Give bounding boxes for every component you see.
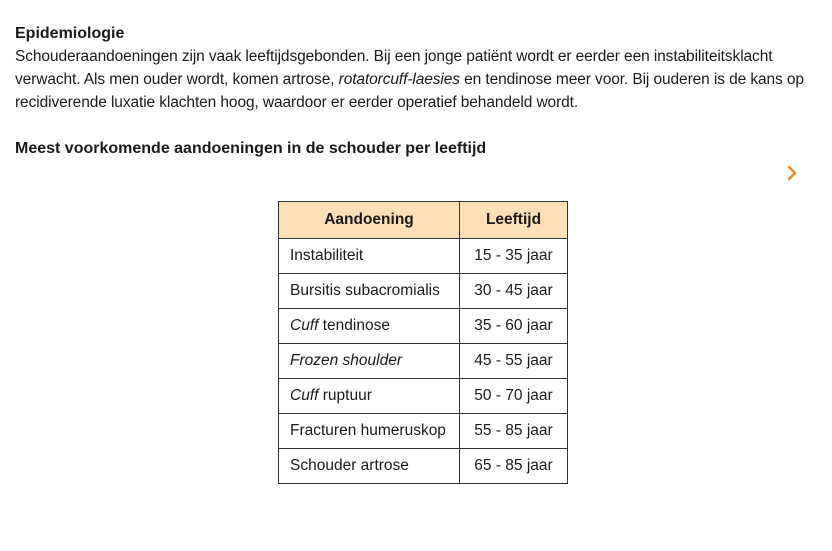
condition-cell xyxy=(279,344,460,379)
age-conditions-table xyxy=(278,201,568,484)
table-row xyxy=(279,344,568,379)
next-button[interactable] xyxy=(783,160,801,184)
table-row xyxy=(279,379,568,414)
condition-text: Instabiliteit xyxy=(290,247,364,264)
table-heading: Meest voorkomende aandoeningen in de schouder per leeftijd xyxy=(15,140,487,157)
age-cell: 30 - 45 jaar xyxy=(460,274,568,309)
age-cell: 55 - 85 jaar xyxy=(460,414,568,449)
table-row xyxy=(279,309,568,344)
intro-text-italic: rotatorcuff-laesies xyxy=(338,71,460,88)
age-cell: 15 - 35 jaar xyxy=(460,239,568,274)
condition-cell xyxy=(279,414,460,449)
table-row xyxy=(279,239,568,274)
condition-cell xyxy=(279,309,460,344)
condition-italic: Cuff xyxy=(290,317,319,334)
section-title: Epidemiologie xyxy=(15,25,125,42)
condition-text: Schouder artrose xyxy=(290,457,409,474)
chevron-right-icon xyxy=(783,160,801,184)
table-header-row xyxy=(279,202,568,239)
condition-text: Fracturen humeruskop xyxy=(290,422,446,439)
condition-text: tendinose xyxy=(318,317,390,334)
condition-text: ruptuur xyxy=(318,387,372,404)
condition-cell xyxy=(279,449,460,484)
intro-text-2: en tendinose meer voor. Bij ouderen is de kans op recidiverende luxatie klachten hoog, waardoor er eerder operatief behandeld wordt. xyxy=(15,71,804,111)
intro-text-1: Schouderaandoeningen zijn vaak leeftijdsgebonden. Bij een jonge patiënt wordt er eerder een instabiliteitsklacht verwacht. Als men ouder wordt, komen artrose, xyxy=(15,48,773,88)
column-header-aandoening: Aandoening xyxy=(279,202,460,239)
age-cell: 50 - 70 jaar xyxy=(460,379,568,414)
condition-text: Bursitis subacromialis xyxy=(290,282,440,299)
age-cell: 45 - 55 jaar xyxy=(460,344,568,379)
condition-italic: Frozen shoulder xyxy=(290,352,403,369)
table-row xyxy=(279,414,568,449)
table-row xyxy=(279,449,568,484)
condition-cell xyxy=(279,379,460,414)
condition-italic: Cuff xyxy=(290,387,319,404)
age-cell: 65 - 85 jaar xyxy=(460,449,568,484)
column-header-leeftijd: Leeftijd xyxy=(460,202,568,239)
condition-cell xyxy=(279,274,460,309)
intro-paragraph xyxy=(15,45,827,114)
condition-cell xyxy=(279,239,460,274)
age-cell: 35 - 60 jaar xyxy=(460,309,568,344)
table-row xyxy=(279,274,568,309)
